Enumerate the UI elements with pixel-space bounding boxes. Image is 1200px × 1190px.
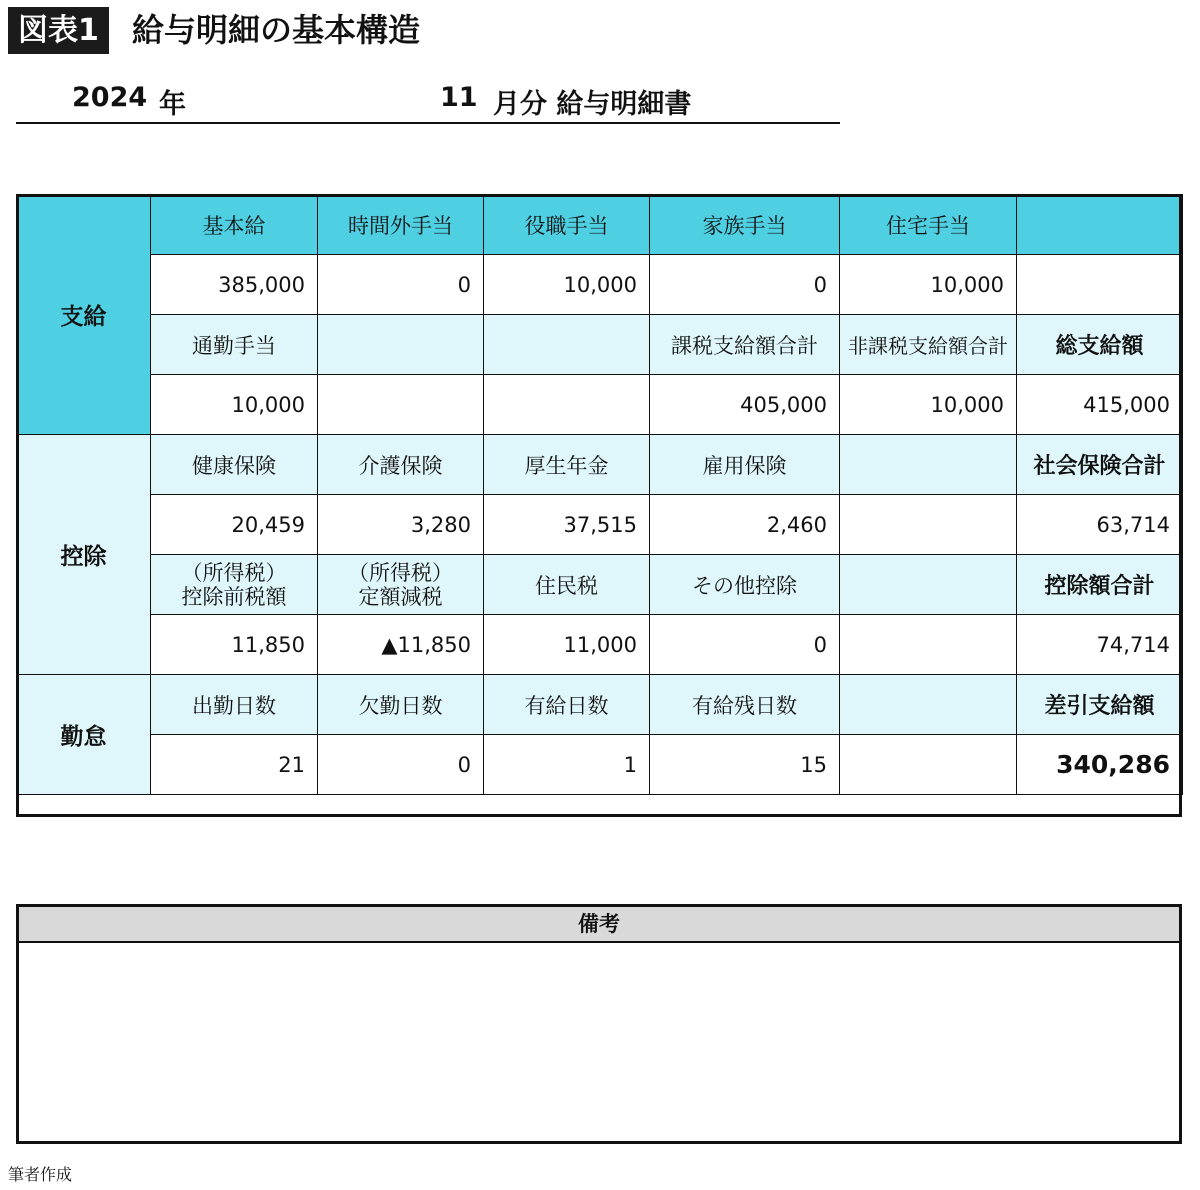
value-overtime: 0	[318, 255, 484, 315]
header-employment-insurance: 雇用保険	[650, 435, 840, 495]
header-housing-allowance: 住宅手当	[840, 195, 1017, 255]
header-position-allowance: 役職手当	[484, 195, 650, 255]
slip-month-label: 月分 給与明細書	[493, 89, 692, 120]
deduction-value-row-1	[17, 495, 1183, 555]
value-taxable-total: 405,000	[650, 375, 840, 435]
header-paid-leave-days: 有給日数	[484, 675, 650, 735]
value-absence-days: 0	[318, 735, 484, 795]
section-payment: 支給	[17, 195, 151, 435]
value-other-deductions: 0	[650, 615, 840, 675]
slip-year: 2024	[72, 82, 148, 113]
slip-month: 11	[440, 82, 478, 113]
header-other-deductions: その他控除	[650, 555, 840, 615]
value-empty	[840, 615, 1017, 675]
value-remaining-leave-days: 15	[650, 735, 840, 795]
source-note: 筆者作成	[8, 1165, 73, 1184]
header-net-pay: 差引支給額	[1017, 675, 1183, 735]
value-housing-allowance: 10,000	[840, 255, 1017, 315]
figure-tag: 図表1	[8, 7, 109, 54]
header-social-insurance-total: 社会保険合計	[1017, 435, 1183, 495]
payment-header-row-1	[17, 195, 1183, 255]
remarks-box	[16, 904, 1182, 1144]
header-line: 定額減税	[358, 584, 443, 609]
attendance-value-row	[17, 735, 1183, 795]
header-family-allowance: 家族手当	[650, 195, 840, 255]
header-basic-pay: 基本給	[151, 195, 318, 255]
value-care-insurance: 3,280	[318, 495, 484, 555]
figure-title: 給与明細の基本構造	[132, 11, 421, 49]
attendance-header-row	[17, 675, 1183, 735]
header-remaining-leave-days: 有給残日数	[650, 675, 840, 735]
header-line: （所得税）	[348, 560, 453, 585]
value-empty	[1017, 255, 1183, 315]
header-health-insurance: 健康保険	[151, 435, 318, 495]
header-resident-tax: 住民税	[484, 555, 650, 615]
header-pension: 厚生年金	[484, 435, 650, 495]
header-empty	[484, 315, 650, 375]
value-net-pay: 340,286	[1017, 735, 1183, 795]
header-gross-pay: 総支給額	[1017, 315, 1183, 375]
remarks-body	[19, 943, 1179, 1141]
value-pension: 37,515	[484, 495, 650, 555]
value-deduction-total: 74,714	[1017, 615, 1183, 675]
value-commute-allowance: 10,000	[151, 375, 318, 435]
header-empty	[840, 435, 1017, 495]
value-resident-tax: 11,000	[484, 615, 650, 675]
header-nontaxable-total: 非課税支給額合計	[840, 315, 1017, 375]
header-fixed-tax-reduction	[318, 555, 484, 615]
value-pretax-income-tax: 11,850	[151, 615, 318, 675]
header-deduction-total: 控除額合計	[1017, 555, 1183, 615]
header-overtime: 時間外手当	[318, 195, 484, 255]
deduction-header-row-1	[17, 435, 1183, 495]
value-empty	[484, 375, 650, 435]
header-empty	[1017, 195, 1183, 255]
value-empty	[840, 735, 1017, 795]
value-health-insurance: 20,459	[151, 495, 318, 555]
remarks-title: 備考	[19, 907, 1179, 943]
header-empty	[840, 555, 1017, 615]
payment-value-row-1	[17, 255, 1183, 315]
value-family-allowance: 0	[650, 255, 840, 315]
header-empty	[318, 315, 484, 375]
header-empty	[840, 675, 1017, 735]
deduction-value-row-2	[17, 615, 1183, 675]
value-position-allowance: 10,000	[484, 255, 650, 315]
header-care-insurance: 介護保険	[318, 435, 484, 495]
header-line: 控除前税額	[181, 584, 287, 609]
slip-year-label: 年	[159, 89, 186, 120]
header-taxable-total: 課税支給額合計	[650, 315, 840, 375]
header-absence-days: 欠勤日数	[318, 675, 484, 735]
value-empty	[840, 495, 1017, 555]
header-work-days: 出勤日数	[151, 675, 318, 735]
header-pretax-income-tax	[151, 555, 318, 615]
deduction-header-row-2	[17, 555, 1183, 615]
payslip-table	[16, 194, 1183, 795]
value-empty	[318, 375, 484, 435]
value-fixed-tax-reduction: ▲11,850	[318, 615, 484, 675]
value-social-insurance-total: 63,714	[1017, 495, 1183, 555]
payment-value-row-2	[17, 375, 1183, 435]
value-work-days: 21	[151, 735, 318, 795]
slip-header	[16, 78, 840, 124]
value-gross-pay: 415,000	[1017, 375, 1183, 435]
header-line: （所得税）	[181, 560, 287, 585]
section-deduction: 控除	[17, 435, 151, 675]
header-commute-allowance: 通勤手当	[151, 315, 318, 375]
value-employment-insurance: 2,460	[650, 495, 840, 555]
payment-header-row-2	[17, 315, 1183, 375]
section-attendance: 勤怠	[17, 675, 151, 795]
value-paid-leave-days: 1	[484, 735, 650, 795]
value-nontaxable-total: 10,000	[840, 375, 1017, 435]
value-basic-pay: 385,000	[151, 255, 318, 315]
